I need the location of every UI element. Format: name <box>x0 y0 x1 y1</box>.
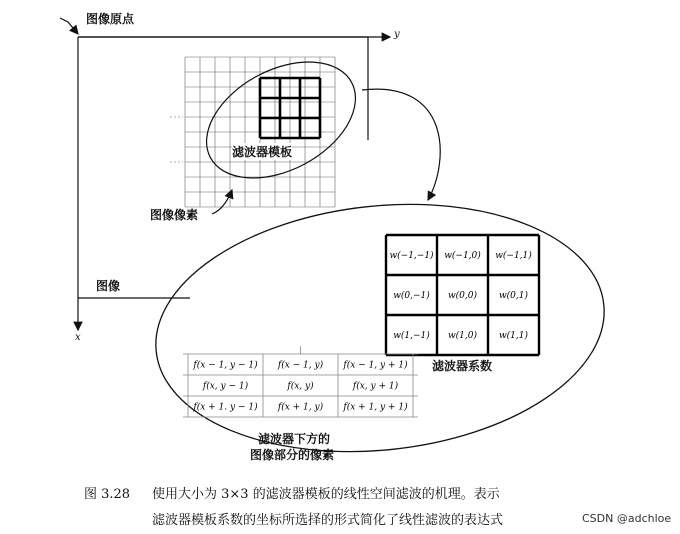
pixel-cell: f(x − 1, y − 1) <box>193 360 258 371</box>
coefficient-cell: w(1,0) <box>447 331 478 341</box>
x-axis-label: x <box>75 332 81 343</box>
coefficient-cell: w(−1,1) <box>495 251 532 261</box>
pixel-cell: f(x, y) <box>287 381 314 392</box>
coefficient-cell: w(−1,0) <box>444 251 481 261</box>
watermark: CSDN @adchloe <box>582 512 672 525</box>
coefficient-cell: w(−1,−1) <box>389 251 434 261</box>
pixels-under-filter-label-2: 图像部分的像素 <box>250 448 335 462</box>
filter-mask-label: 滤波器模板 <box>232 145 293 159</box>
image-label: 图像 <box>96 279 121 293</box>
pixels-under-filter-label-1: 滤波器下方的 <box>258 432 331 446</box>
coefficient-cell: w(1,−1) <box>393 331 430 341</box>
coefficient-cell: w(0,−1) <box>393 291 430 301</box>
pixel-cell: f(x, y + 1) <box>352 381 399 392</box>
zoom-ellipse <box>143 183 616 473</box>
coefficient-cell: w(1,1) <box>498 331 529 341</box>
coefficient-cell: w(0,0) <box>447 291 478 301</box>
pixel-cell: f(x − 1, y) <box>277 360 324 371</box>
coefficient-table <box>386 235 539 355</box>
pixel-grid <box>170 57 335 207</box>
y-axis-label: y <box>394 29 400 40</box>
caption-line-2: 滤波器模板系数的坐标所选择的形式简化了线性滤波的表达式 <box>152 513 504 528</box>
pixel-cell: f(x − 1, y + 1) <box>343 360 408 371</box>
pixel-cell: f(x, y − 1) <box>202 381 249 392</box>
caption-figure-number: 图 3.28 <box>84 487 131 502</box>
origin-pointer <box>60 18 78 34</box>
filter-coefficients-label: 滤波器系数 <box>432 359 493 373</box>
coefficient-cell: w(0,1) <box>498 291 529 301</box>
pixel-table <box>183 346 418 417</box>
pixel-cell: f(x + 1. y − 1) <box>193 402 258 413</box>
image-pixels-label: 图像像素 <box>150 208 199 222</box>
caption-line-1: 使用大小为 3×3 的滤波器模板的线性空间滤波的机理。表示 <box>152 487 500 502</box>
pixel-cell: f(x + 1, y + 1) <box>343 402 408 413</box>
image-origin-label: 图像原点 <box>86 12 135 26</box>
pixel-cell: f(x + 1, y) <box>277 402 324 413</box>
zoom-arrow <box>362 89 440 200</box>
